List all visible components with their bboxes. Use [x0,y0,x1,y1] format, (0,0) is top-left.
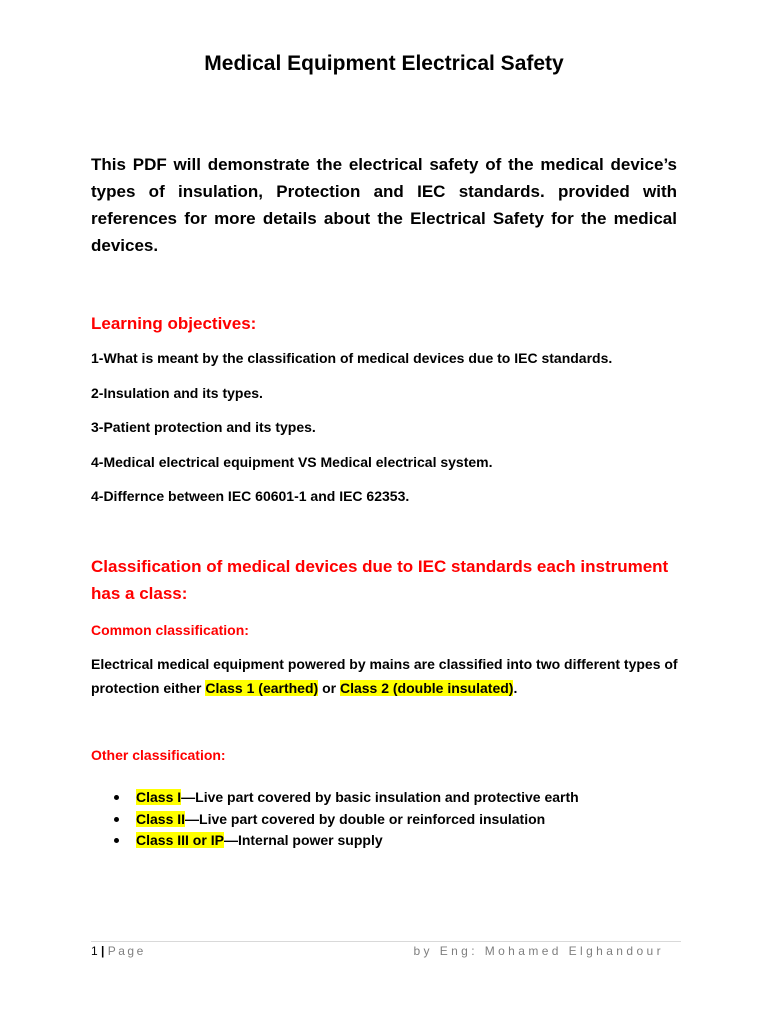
bullet-description: —Internal power supply [223,832,383,848]
common-classification-heading: Common classification: [91,622,249,638]
page-title: Medical Equipment Electrical Safety [204,52,564,75]
class-bullet-list [110,787,579,852]
bullet-dot-icon [114,817,119,822]
learning-objectives-heading: Learning objectives: [91,314,257,333]
objective-item: 2-Insulation and its types. [91,384,263,401]
bullet-description: —Live part covered by basic insulation and protective earth [181,789,579,805]
other-classification-heading: Other classification: [91,747,226,763]
footer-divider [91,941,681,942]
bullet-class-highlight: Class II [136,810,186,827]
footer-page-label [91,943,146,959]
bullet-class-highlight: Class III or IP [136,832,224,848]
intro-paragraph: This PDF will demonstrate the electrical safety of the medical device’s types of insulation, Protection and IEC standards. provided with references for more details about the Electrical Safety for the medical devices. [91,155,677,255]
bullet-dot-icon [114,795,119,800]
common-text-or: or [318,680,340,696]
bullet-description: —Live part covered by double or reinforced insulation [185,810,546,827]
bullet-item [110,830,579,852]
common-text-part: Electrical medical equipment powered by mains are classified into two different types of protection either [91,656,678,696]
class-2-highlight: Class 2 (double insulated) [339,680,514,696]
objective-item: 4-Differnce between IEC 60601-1 and IEC 62353. [91,488,410,504]
footer-author: by Eng: Mohamed Elghandour [413,944,664,958]
bullet-item [110,809,579,831]
page-separator: | [97,944,108,958]
page-word: Page [107,944,146,958]
bullet-item [110,787,579,809]
objective-item: 4-Medical electrical equipment VS Medical electrical system. [91,453,493,470]
bullet-dot-icon [114,838,119,843]
class-1-highlight: Class 1 (earthed) [205,680,319,696]
common-text-end: . [513,680,518,696]
bullet-class-highlight: Class I [136,789,182,805]
objectives-list [91,348,691,521]
page-number: 1 [91,944,98,958]
common-classification-paragraph [91,652,691,700]
objective-item: 1-What is meant by the classification of medical devices due to IEC standards. [91,350,613,366]
classification-heading: Classification of medical devices due to IEC standards each instrument has a class: [91,557,669,603]
objective-item: 3-Patient protection and its types. [91,419,316,435]
